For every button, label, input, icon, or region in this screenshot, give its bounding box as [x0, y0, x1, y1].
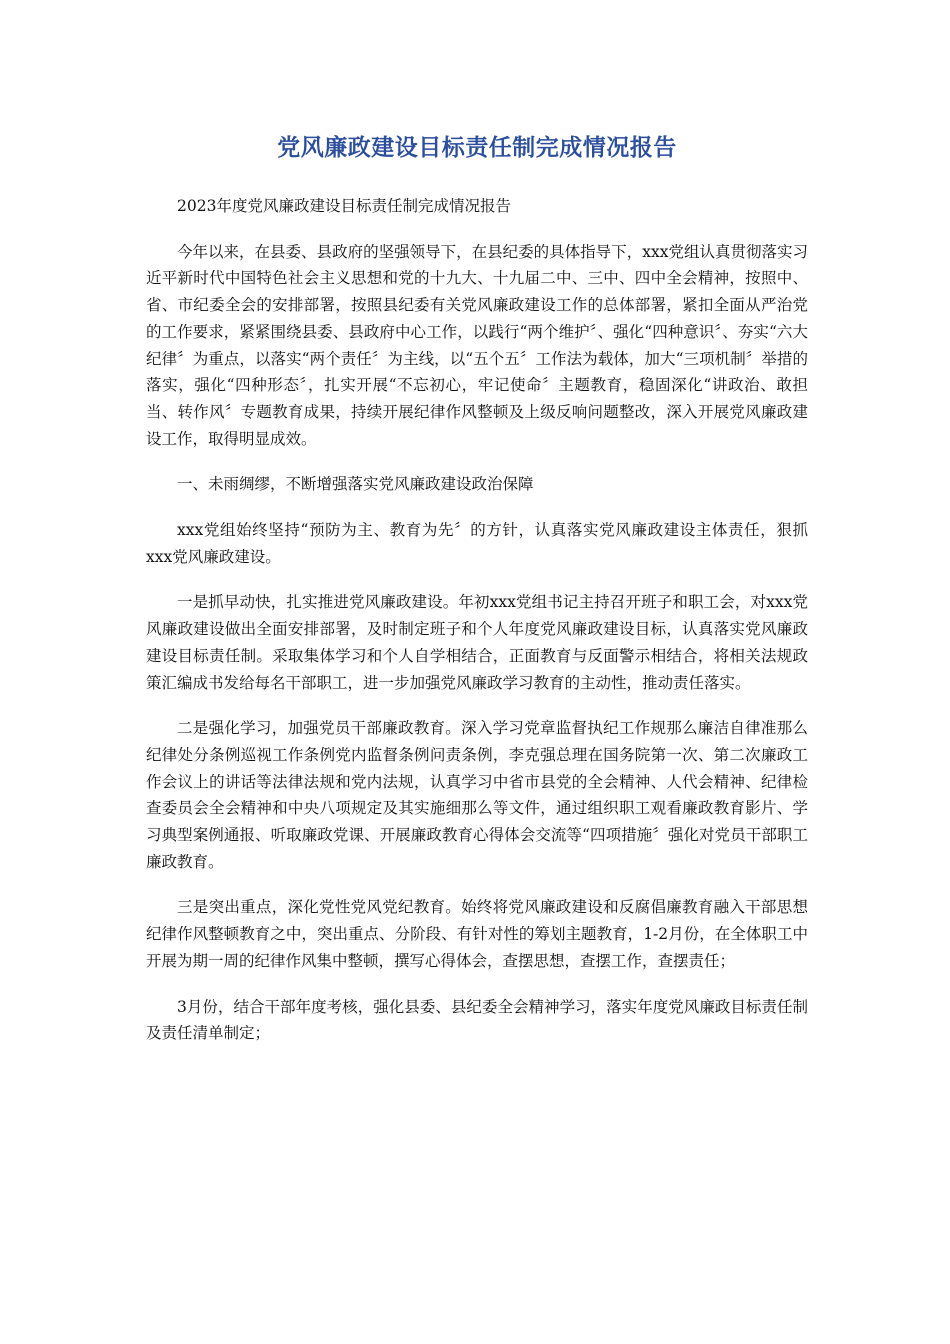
point-1-paragraph: 一是抓早动快，扎实推进党风廉政建设。年初xxx党组书记主持召开班子和职工会，对xxx党风廉政建设做出全面安排部署，及时制定班子和个人年度党风廉政建设目标，认真落实党风廉政建设目标责任制。采取集体学习和个人自学相结合，正面教育与反面警示相结合，将相关法规政策汇编成书发给每名干部职工，进一步加强党风廉政学习教育的主动性，推动责任落实。 [146, 593, 808, 692]
march-paragraph: 3月份，结合干部年度考核，强化县委、县纪委全会精神学习，落实年度党风廉政目标责任制及责任清单制定； [146, 997, 808, 1043]
point-3-paragraph: 三是突出重点，深化党性党风党纪教育。始终将党风廉政建设和反腐倡廉教育融入干部思想纪律作风整顿教育之中，突出重点、分阶段、有针对性的筹划主题教育，1-2月份，在全体职工中开展为期一周的纪律作风集中整顿，撰写心得体会，查摆思想，查摆工作，查摆责任； [146, 898, 808, 970]
document-title: 党风廉政建设目标责任制完成情况报告 [277, 135, 677, 161]
section-1-paragraph: xxx党组始终坚持“预防为主、教育为先〞的方针，认真落实党风廉政建设主体责任，狠抓xxx党风廉政建设。 [146, 521, 808, 566]
document-page [146, 128, 808, 1066]
intro-paragraph: 今年以来，在县委、县政府的坚强领导下，在县纪委的具体指导下，xxx党组认真贯彻落实习近平新时代中国特色社会主义思想和党的十九大、十九届二中、三中、四中全会精神，按照中、省、市纪委全会的安排部署，按照县纪委有关党风廉政建设工作的总体部署，紧扣全面从严治党的工作要求，紧紧围绕县委、县政府中心工作，以践行“两个维护〞、强化“四种意识〞、夯实“六大纪律〞为重点，以落实“两个责任〞为主线，以“五个五〞工作法为载体，加大“三项机制〞举措的落实，强化“四种形态〞，扎实开展“不忘初心，牢记使命〞主题教育，稳固深化“讲政治、敢担当、转作风〞专题教育成果，持续开展纪律作风整顿及上级反响问题整改，深入开展党风廉政建设工作，取得明显成效。 [146, 242, 808, 448]
section-heading-1: 一、未雨绸缪，不断增强落实党风廉政建设政治保障 [177, 475, 534, 494]
point-2-paragraph: 二是强化学习，加强党员干部廉政教育。深入学习党章监督执纪工作规那么廉洁自律准那么纪律处分条例巡视工作条例党内监督条例问责条例，李克强总理在国务院第一次、第二次廉政工作会议上的讲话等法律法规和党内法规，认真学习中省市县党的全会精神、人代会精神、纪律检查委员会全会精神和中央八项规定及其实施细那么等文件，通过组织职工观看廉政教育影片、学习典型案例通报、听取廉政党课、开展廉政教育心得体会交流等“四项措施〞强化对党员干部职工廉政教育。 [146, 719, 808, 871]
report-subtitle-paragraph: 2023年度党风廉政建设目标责任制完成情况报告 [177, 197, 511, 215]
